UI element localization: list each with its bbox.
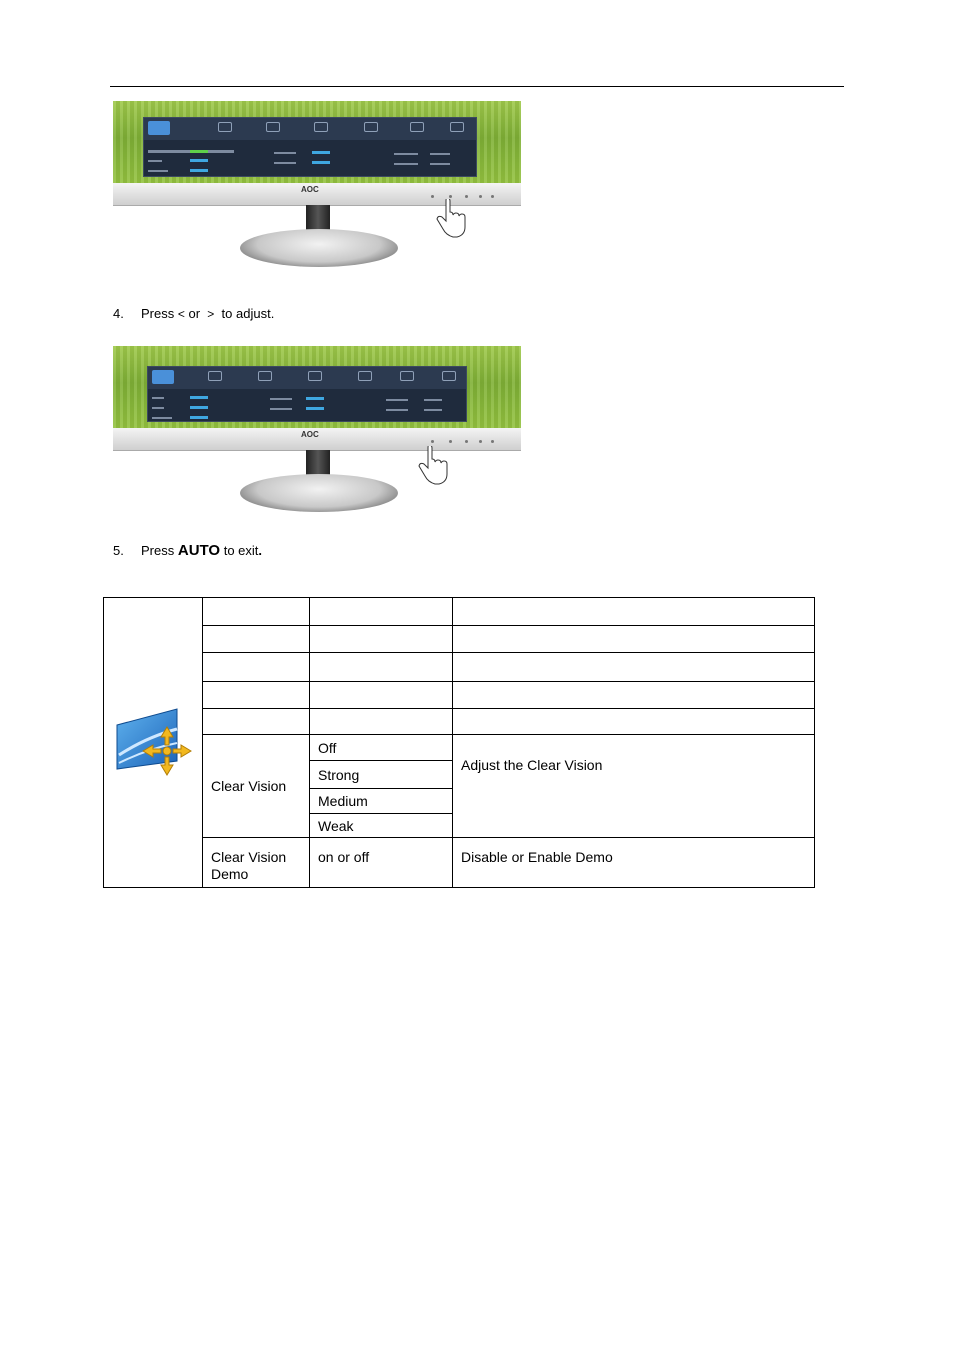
step-4: 4. Press < or > to adjust. (113, 306, 275, 321)
osd-menu (147, 366, 467, 422)
clear-vision-description: Adjust the Clear Vision (453, 735, 815, 838)
option-off: Off (310, 735, 453, 761)
monitor-bezel (113, 428, 521, 451)
monitor-image-1 (113, 101, 521, 271)
monitor-image-2 (113, 346, 521, 516)
option-strong: Strong (310, 761, 453, 789)
osd-logo-icon (152, 370, 174, 384)
brand-logo: AOC (301, 185, 319, 194)
clear-vision-item: Clear Vision (203, 735, 310, 838)
monitor-screen (113, 346, 521, 428)
header-rule (110, 86, 844, 87)
monitor-base (240, 474, 398, 512)
clear-vision-icon (113, 703, 193, 779)
clear-vision-demo-item: Clear Vision Demo (203, 838, 310, 888)
clear-vision-table (103, 597, 815, 888)
demo-option: on or off (310, 838, 453, 888)
icon-cell (104, 598, 203, 888)
option-weak: Weak (310, 814, 453, 838)
monitor-base (240, 229, 398, 267)
osd-menu (143, 117, 477, 177)
osd-logo-icon (148, 121, 170, 135)
monitor-screen (113, 101, 521, 183)
brand-logo: AOC (301, 430, 319, 439)
step-5: 5. Press AUTO to exit. (113, 542, 263, 559)
demo-description: Disable or Enable Demo (453, 838, 815, 888)
option-medium: Medium (310, 789, 453, 814)
pointing-hand-icon (413, 446, 449, 486)
pointing-hand-icon (431, 199, 467, 239)
